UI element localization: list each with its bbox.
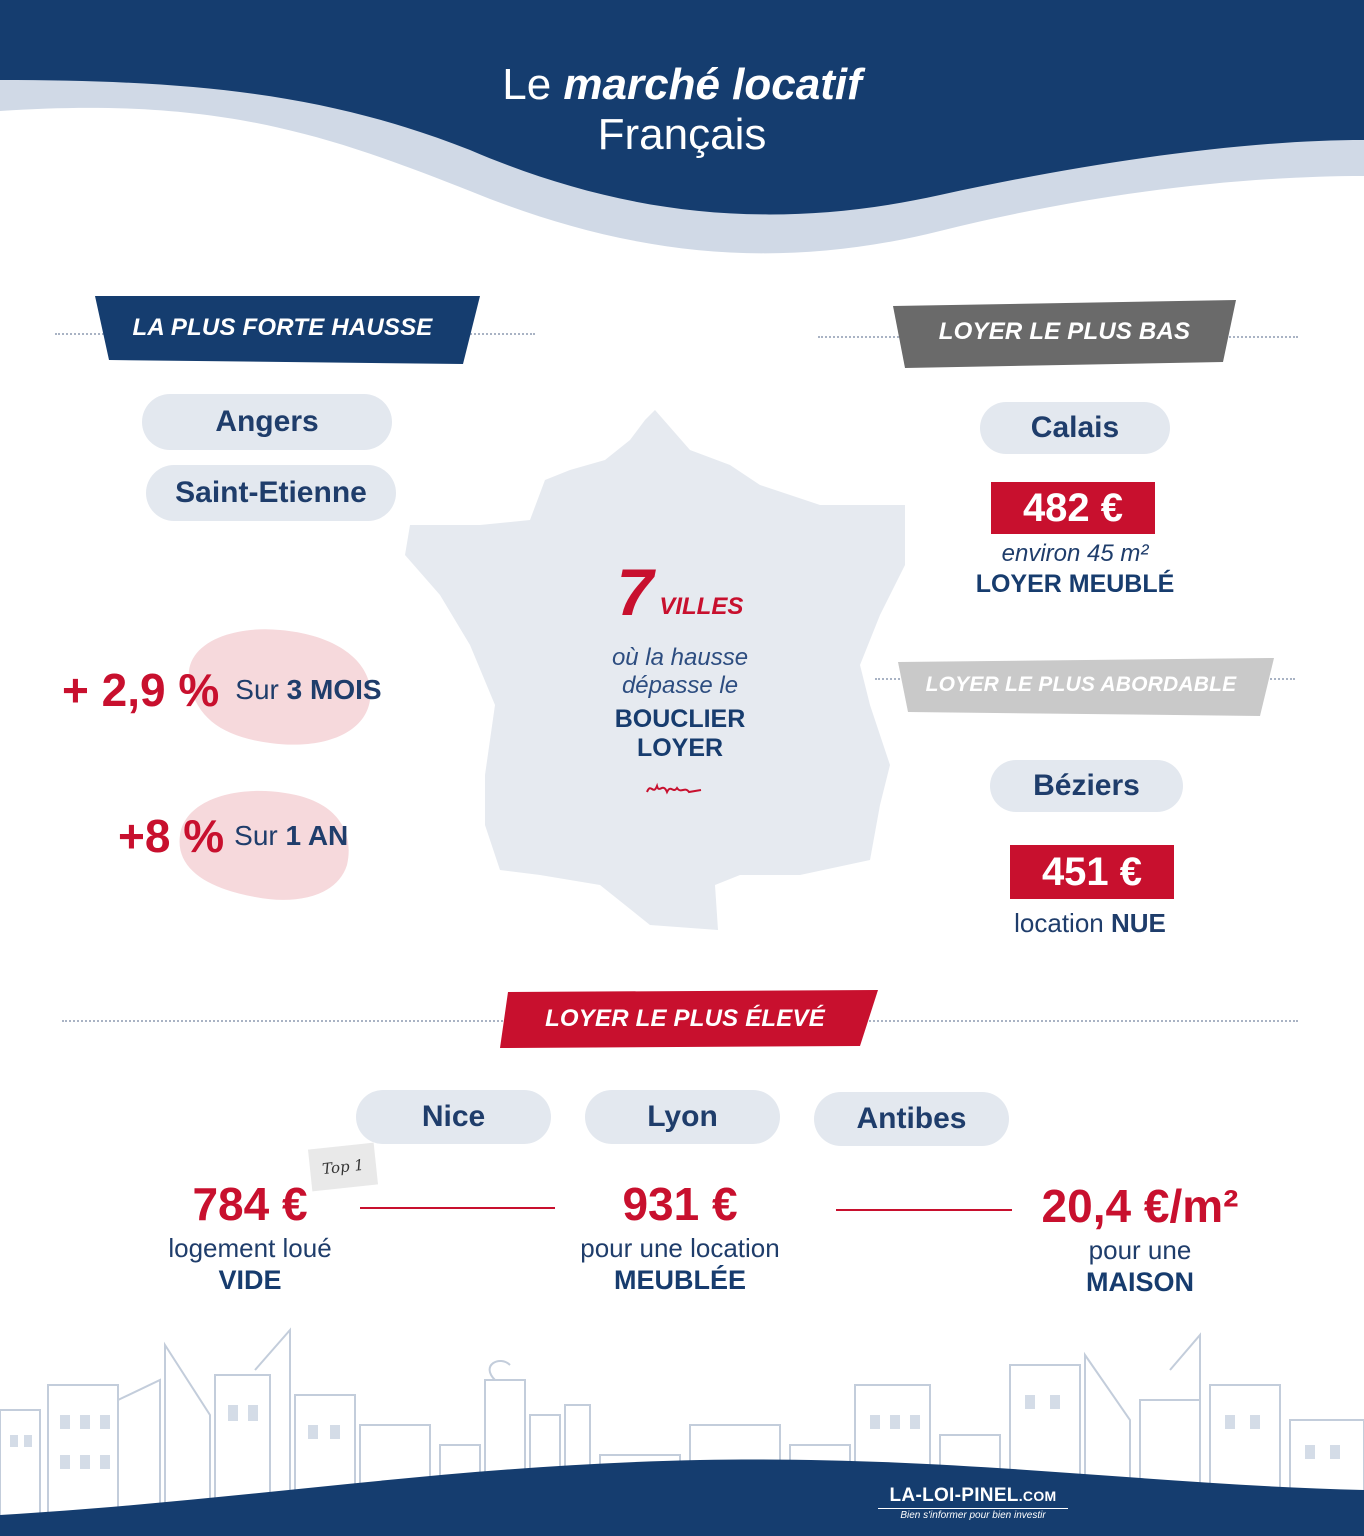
desc-nice: logement loué — [168, 1233, 332, 1263]
stat-1y-period: 1 AN — [285, 820, 349, 851]
city-saint-etienne: Saint-Etienne — [146, 465, 396, 521]
center-desc-line2: dépasse le — [621, 672, 739, 699]
price-calais: 482 € — [991, 482, 1155, 534]
stat-3m-value: + 2,9 % — [62, 664, 220, 716]
connector-line — [836, 1209, 1012, 1211]
brand-suffix: .COM — [1018, 1488, 1057, 1504]
price-beziers: 451 € — [1010, 845, 1174, 899]
city-calais: Calais — [980, 402, 1170, 454]
title-prefix: Le — [502, 60, 564, 109]
top1-tag: Top 1 — [308, 1143, 378, 1192]
brand-name: LA-LOI-PINEL — [889, 1485, 1019, 1506]
stat-1-an — [118, 806, 438, 866]
city-antibes: Antibes — [814, 1092, 1009, 1146]
type-beziers — [950, 908, 1230, 939]
item-antibes — [1000, 1178, 1280, 1298]
signature-scribble — [645, 778, 705, 800]
stat-1y-value: +8 % — [118, 810, 225, 862]
type-beziers-prefix: location — [1014, 908, 1111, 938]
strong-nice: VIDE — [218, 1265, 282, 1295]
footer-brand — [878, 1485, 1068, 1523]
center-desc — [560, 644, 800, 700]
type-beziers-strong: NUE — [1110, 908, 1166, 938]
type-calais: LOYER MEUBLÉ — [975, 570, 1175, 598]
city-nice: Nice — [356, 1090, 551, 1144]
desc-lyon: pour une location — [580, 1233, 780, 1263]
strong-lyon: MEUBLÉE — [613, 1265, 746, 1295]
brand-tagline: Bien s'informer pour bien investir — [878, 1508, 1068, 1523]
villes-number: 7 — [616, 555, 654, 629]
stat-3m-period: 3 MOIS — [286, 674, 382, 705]
price-lyon: 931 € — [622, 1178, 738, 1230]
banner-eleve: LOYER LE PLUS ÉLEVÉ — [545, 1005, 825, 1032]
banner-bas: LOYER LE PLUS BAS — [938, 318, 1191, 345]
city-beziers: Béziers — [990, 760, 1183, 812]
title-emphasis: marché locatif — [563, 60, 862, 109]
stat-1y-prefix: Sur — [234, 820, 286, 851]
villes-unit: VILLES — [659, 593, 744, 620]
center-strong-line1: BOUCLIER — [614, 705, 746, 733]
center-stat — [560, 555, 800, 629]
title-line2: Français — [597, 110, 767, 159]
desc-antibes: pour une — [1088, 1235, 1192, 1265]
price-antibes: 20,4 €/m² — [1041, 1180, 1239, 1232]
page-title — [0, 60, 1364, 160]
strong-antibes: MAISON — [1086, 1267, 1194, 1297]
banner-abordable: LOYER LE PLUS ABORDABLE — [925, 673, 1237, 696]
city-angers: Angers — [142, 394, 392, 450]
center-desc-line1: où la hausse — [611, 644, 749, 671]
price-nice: 784 € — [192, 1178, 308, 1230]
surface-calais: environ 45 m² — [1001, 540, 1149, 567]
item-nice — [110, 1176, 390, 1296]
center-strong-line2: LOYER — [636, 734, 724, 762]
cityscape-illustration — [0, 1325, 1364, 1536]
stat-3m-prefix: Sur — [235, 674, 287, 705]
city-lyon: Lyon — [585, 1090, 780, 1144]
item-lyon — [540, 1176, 820, 1296]
center-strong — [560, 705, 800, 763]
banner-hausse: LA PLUS FORTE HAUSSE — [132, 314, 433, 341]
